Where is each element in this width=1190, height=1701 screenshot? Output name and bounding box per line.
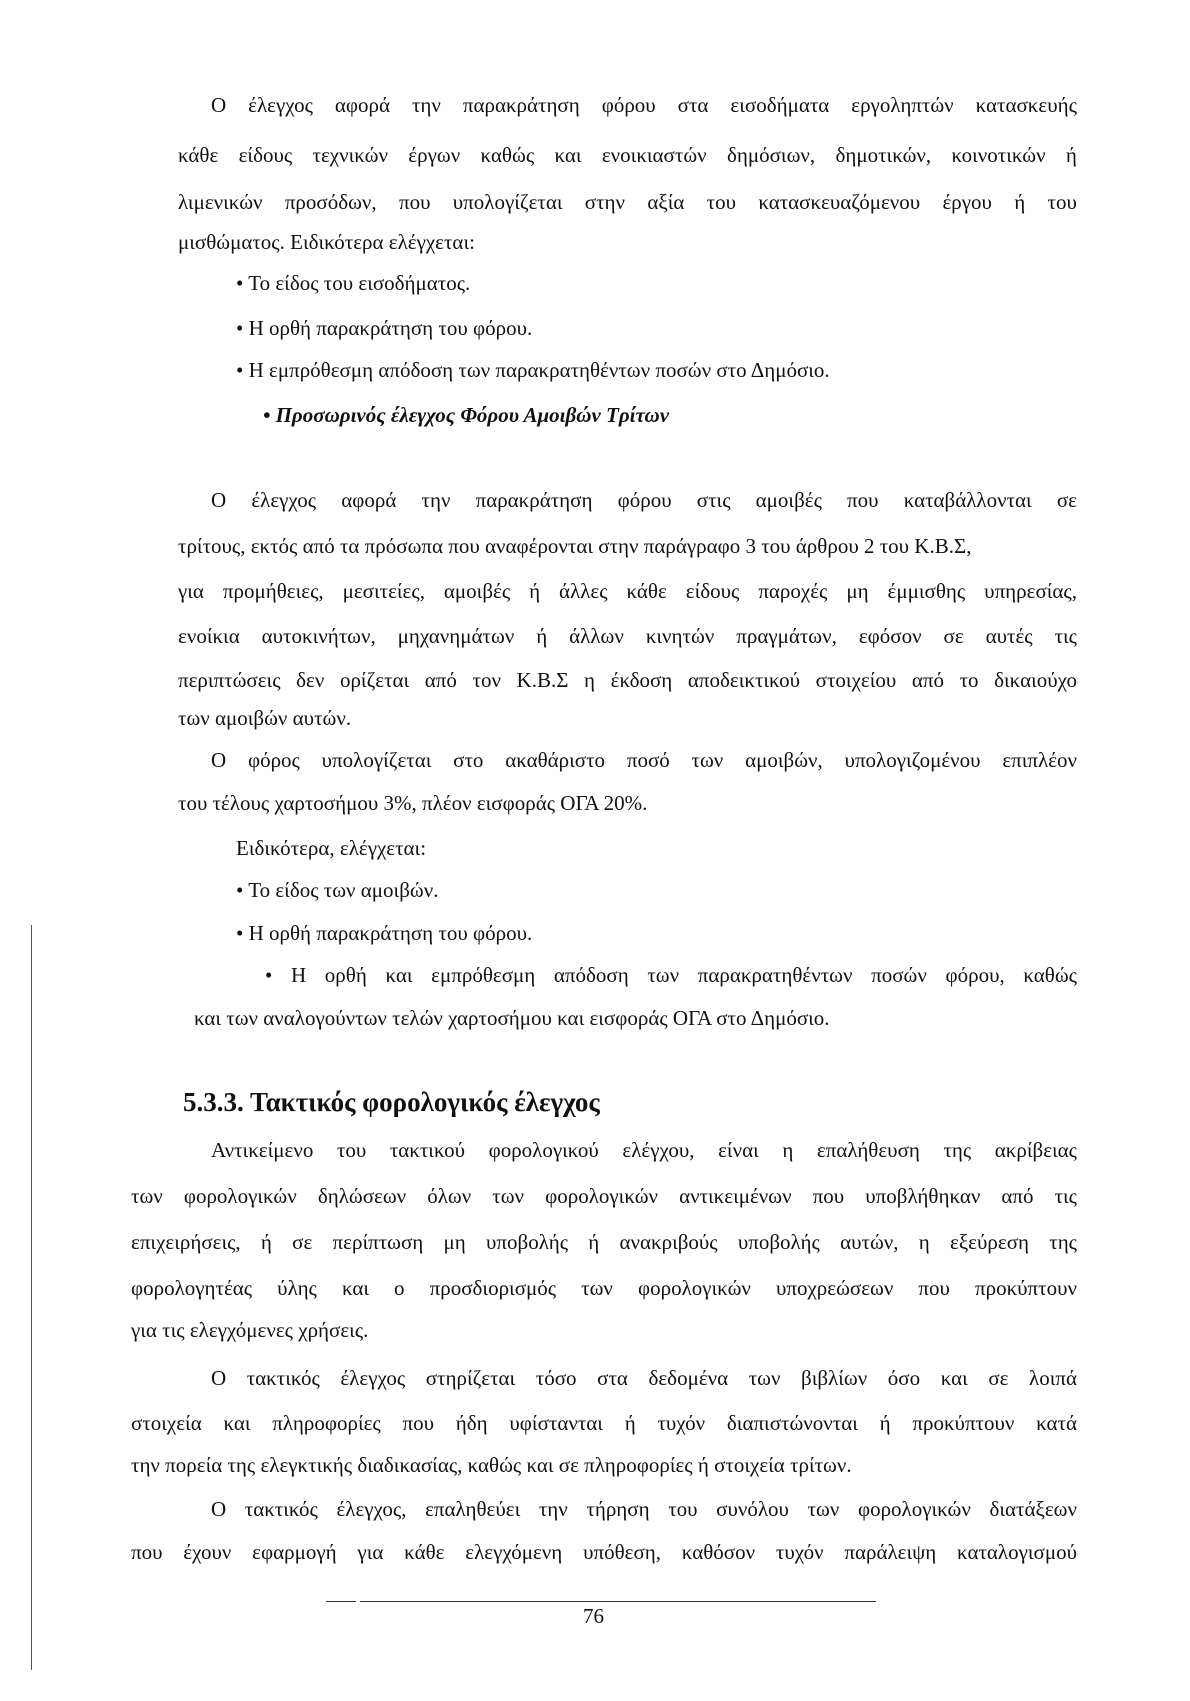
paragraph2-line-1: Ο έλεγχος αφορά την παρακράτηση φόρου στις αμοιβές που καταβάλλονται σε	[211, 488, 1077, 512]
paragraph1-line-3: λιμενικών προσόδων, που υπολογίζεται στην αξία του κατασκευαζόμενου έργου ή του	[178, 190, 1077, 214]
paragraph4-line-4: φορολογητέας ύλης και ο προσδιορισμός των φορολογικών υποχρεώσεων που προκύπτουν	[131, 1276, 1077, 1300]
paragraph1-line-2: κάθε είδους τεχνικών έργων καθώς και ενοικιαστών δημόσιων, δημοτικών, κοινοτικών ή	[178, 143, 1077, 167]
paragraph4-line-3: επιχειρήσεις, ή σε περίπτωση μη υποβολής ή ανακριβούς υποβολής αυτών, η εξεύρεση της	[131, 1230, 1077, 1254]
paragraph4-line-5: για τις ελεγχόμενες χρήσεις.	[131, 1318, 369, 1342]
paragraph5-line-1: Ο τακτικός έλεγχος στηρίζεται τόσο στα δεδομένα των βιβλίων όσο και σε λοιπά	[211, 1366, 1077, 1390]
list1-item-3: • Η εμπρόθεσμη απόδοση των παρακρατηθέντων ποσών στο Δημόσιο.	[236, 358, 830, 382]
paragraph5-line-3: την πορεία της ελεγκτικής διαδικασίας, καθώς και σε πληροφορίες ή στοιχεία τρίτων.	[131, 1453, 852, 1477]
list2-item-3: • Η ορθή και εμπρόθεσμη απόδοση των παρακρατηθέντων ποσών φόρου, καθώς	[265, 963, 1077, 987]
paragraph6-line-1: Ο τακτικός έλεγχος, επαληθεύει την τήρηση του συνόλου των φορολογικών διατάξεων	[211, 1497, 1077, 1521]
footer-rule	[360, 1601, 876, 1602]
paragraph2-line-2: τρίτους, εκτός από τα πρόσωπα που αναφέρονται στην παράγραφο 3 του άρθρου 2 του Κ.Β.Σ,	[178, 534, 972, 558]
paragraph3-line-2: του τέλους χαρτοσήμου 3%, πλέον εισφοράς ΟΓΑ 20%.	[178, 791, 648, 815]
paragraph3-line-1: Ο φόρος υπολογίζεται στο ακαθάριστο ποσό των αμοιβών, υπολογιζομένου επιπλέον	[211, 748, 1077, 772]
section-heading: 5.3.3. Τακτικός φορολογικός έλεγχος	[183, 1087, 600, 1117]
paragraph2-line-4: ενοίκια αυτοκινήτων, μηχανημάτων ή άλλων κινητών πραγμάτων, εφόσον σε αυτές τις	[178, 624, 1077, 648]
paragraph1-line-4: μισθώματος. Ειδικότερα ελέγχεται:	[178, 230, 475, 254]
list2-item-3-continuation: και των αναλογούντων τελών χαρτοσήμου και εισφοράς ΟΓΑ στο Δημόσιο.	[194, 1006, 830, 1030]
footer-rule-short	[326, 1601, 356, 1602]
paragraph2-line-3: για προμήθειες, μεσιτείες, αμοιβές ή άλλες κάθε είδους παροχές μη έμμισθης υπηρεσίας,	[178, 579, 1077, 603]
paragraph2-line-5: περιπτώσεις δεν ορίζεται από τον Κ.Β.Σ η έκδοση αποδεικτικού στοιχείου από το δικαιούχο	[178, 668, 1077, 692]
subheading-third-party-fees: • Προσωρινός έλεγχος Φόρου Αμοιβών Τρίτων	[263, 403, 670, 427]
list2-item-1: • Το είδος των αμοιβών.	[236, 878, 439, 902]
paragraph2-line-6: των αμοιβών αυτών.	[178, 706, 352, 730]
paragraph5-line-2: στοιχεία και πληροφορίες που ήδη υφίστανται ή τυχόν διαπιστώνονται ή προκύπτουν κατά	[131, 1411, 1077, 1435]
margin-rule	[31, 925, 32, 1670]
page-number: 76	[583, 1604, 604, 1628]
paragraph4-line-2: των φορολογικών δηλώσεων όλων των φορολογικών αντικειμένων που υποβλήθηκαν από τις	[131, 1184, 1077, 1208]
list2-item-2: • Η ορθή παρακράτηση του φόρου.	[236, 921, 533, 945]
paragraph1-line-1: Ο έλεγχος αφορά την παρακράτηση φόρου στα εισοδήματα εργοληπτών κατασκευής	[211, 93, 1077, 117]
paragraph4-line-1: Αντικείμενο του τακτικού φορολογικού ελέγχου, είναι η επαλήθευση της ακρίβειας	[211, 1138, 1077, 1162]
list1-item-1: • Το είδος του εισοδήματος.	[236, 271, 471, 295]
paragraph6-line-2: που έχουν εφαρμογή για κάθε ελεγχόμενη υπόθεση, καθόσον τυχόν παράλειψη καταλογισμού	[131, 1540, 1077, 1564]
paragraph3-line-3: Ειδικότερα, ελέγχεται:	[236, 836, 427, 860]
list1-item-2: • Η ορθή παρακράτηση του φόρου.	[236, 316, 533, 340]
